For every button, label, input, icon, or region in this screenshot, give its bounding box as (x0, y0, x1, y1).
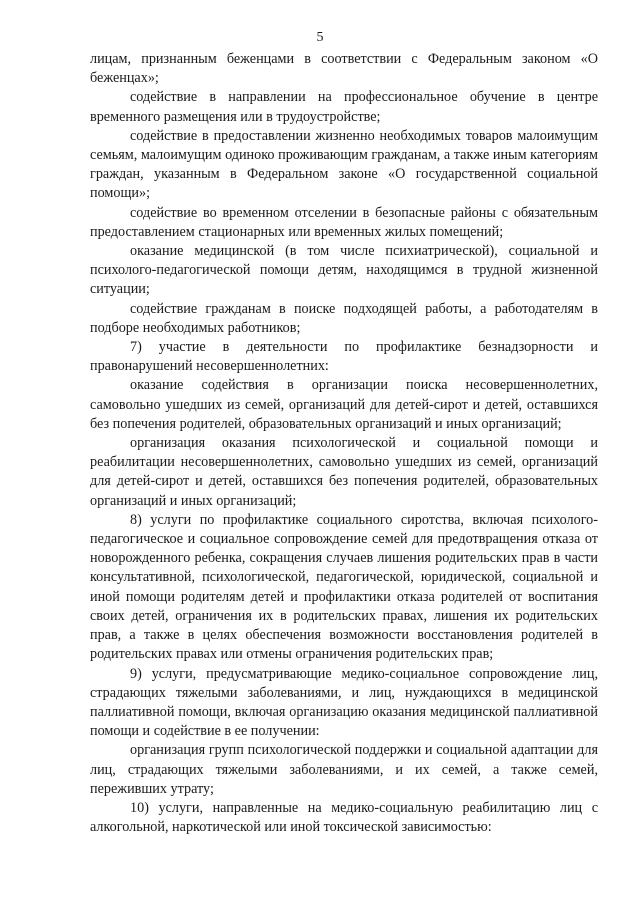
paragraph: 9) услуги, предусматривающие медико-социальное сопровождение лиц, страдающих тяжелыми заболеваниями, и лиц, нуждающихся в медицинской паллиативной помощи, включая организацию оказания медицинской паллиативной помощи и содействие в ее получении: (90, 665, 598, 740)
paragraph: содействие во временном отселении в безопасные районы с обязательным предоставлением стационарных или временных жилых помещений; (90, 204, 598, 240)
paragraph: 7) участие в деятельности по профилактике безнадзорности и правонарушений несовершеннолетних: (90, 339, 598, 375)
paragraph: 8) услуги по профилактике социального сиротства, включая психолого-педагогическое и социальное сопровождение семей для предотвращения отказа от новорожденного ребенка, сокращения случаев лишения родительских прав в части консультативной, психологической, педагогической, юридической, социальной и иной помощи родителям детей и профилактики отказа родителей от воспитания своих детей, ограничения их в родительских правах, лишения их родительских прав, а также в целях обеспечения возможности восстановления родителей в родительских правах или отмены ограничения родительских прав; (90, 511, 598, 663)
paragraph: организация оказания психологической и социальной помощи и реабилитации несовершеннолетних, самовольно ушедших из семей, организаций для детей-сирот и детей, оставшихся без попечения родителей, образовательных организаций и иных организаций; (90, 435, 598, 509)
page-number: 5 (316, 30, 324, 45)
paragraph: лицам, признанным беженцами в соответствии с Федеральным законом «О беженцах»; (90, 51, 598, 87)
paragraph: оказание содействия в организации поиска несовершеннолетних, самовольно ушедших из семей, организаций для детей-сирот и детей, оставшихся без попечения родителей, образовательных организаций и иных организаций; (90, 377, 598, 432)
paragraph: содействие в предоставлении жизненно необходимых товаров малоимущим семьям, малоимущим одиноко проживающим гражданам, а также иным категориям граждан, указанным в Федеральном законе «О государственной социальной помощи»; (90, 127, 598, 202)
paragraph: содействие гражданам в поиске подходящей работы, а работодателям в подборе необходимых работников; (90, 300, 598, 336)
paragraph: организация групп психологической поддержки и социальной адаптации для лиц, страдающих тяжелыми заболеваниями, и их семей, а также семей, переживших утрату; (90, 742, 598, 797)
paragraph: 10) услуги, направленные на медико-социальную реабилитацию лиц с алкогольной, наркотической или иной токсической зависимостью: (90, 799, 598, 836)
document-body (90, 50, 598, 837)
paragraph: оказание медицинской (в том числе психиатрической), социальной и психолого-педагогической помощи детям, находящимся в трудной жизненной ситуации; (90, 243, 598, 298)
paragraph: содействие в направлении на профессиональное обучение в центре временного размещения или в трудоустройстве; (90, 89, 598, 125)
